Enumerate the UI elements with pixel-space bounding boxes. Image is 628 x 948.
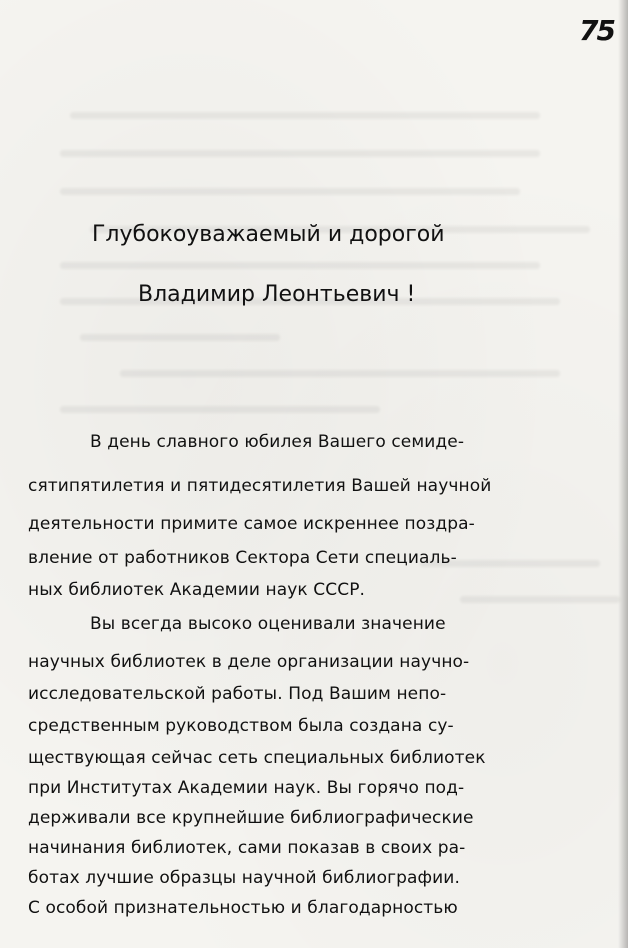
body-line: исследовательской работы. Под Вашим непо-: [28, 684, 447, 704]
bleed-through: [60, 188, 520, 195]
bleed-through: [460, 596, 620, 603]
body-line: научных библиотек в деле организации научно-: [28, 652, 470, 672]
body-line: С особой признательностью и благодарностью: [28, 898, 458, 918]
bleed-through: [80, 334, 280, 341]
bleed-through: [60, 406, 380, 413]
body-line: средственным руководством была создана су-: [28, 716, 454, 736]
page-number: 75: [579, 14, 614, 47]
body-line: ных библиотек Академии наук СССР.: [28, 580, 366, 600]
body-line: начинания библиотек, сами показав в своих ра-: [28, 838, 466, 858]
body-line: сятипятилетия и пятидесятилетия Вашей научной: [28, 476, 492, 496]
page-edge-shadow: [618, 0, 628, 948]
body-line: В день славного юбилея Вашего семиде-: [90, 432, 465, 452]
bleed-through: [70, 112, 540, 119]
body-line: держивали все крупнейшие библиографические: [28, 808, 474, 828]
salutation-line-1: Глубокоуважаемый и дорогой: [92, 222, 445, 247]
body-line: Вы всегда высоко оценивали значение: [90, 614, 446, 634]
body-line: деятельности примите самое искреннее поздра-: [28, 514, 475, 534]
salutation-line-2: Владимир Леонтьевич !: [138, 282, 416, 307]
body-line: ботах лучшие образцы научной библиографии.: [28, 868, 460, 888]
body-line: ществующая сейчас сеть специальных библиотек: [28, 748, 486, 768]
bleed-through: [60, 262, 540, 269]
body-line: при Институтах Академии наук. Вы горячо под-: [28, 778, 465, 798]
body-line: вление от работников Сектора Сети специаль-: [28, 548, 457, 568]
bleed-through: [60, 150, 540, 157]
bleed-through: [120, 370, 560, 377]
